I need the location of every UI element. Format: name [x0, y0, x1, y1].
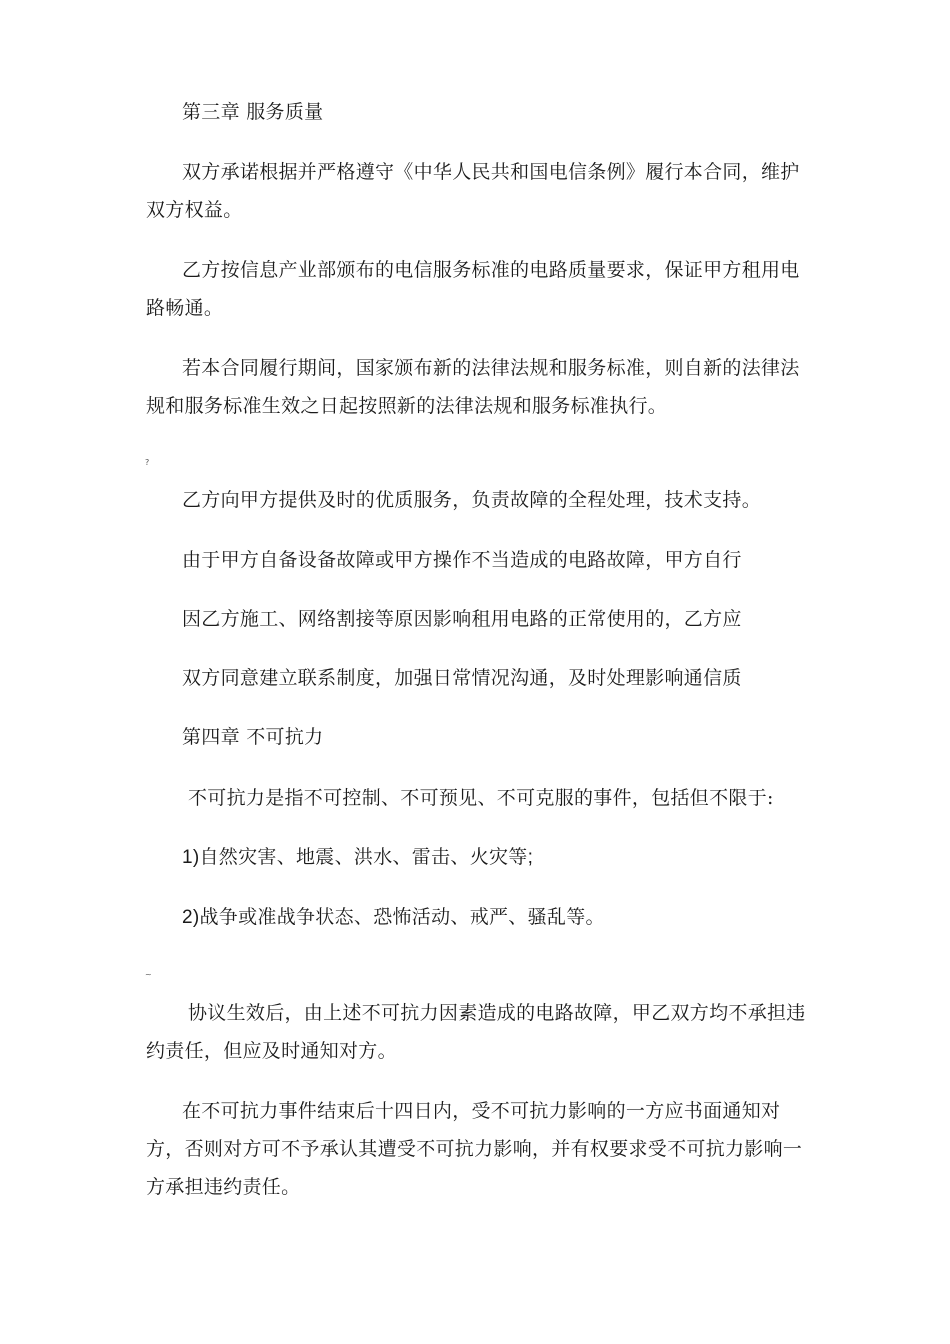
- paragraph-line: 乙方按信息产业部颁布的电信服务标准的电路质量要求，保证甲方租用电: [182, 259, 800, 281]
- paragraph-line: 双方权益。: [146, 199, 243, 221]
- list-item: 2)战争或准战争状态、恐怖活动、戒严、骚乱等。: [182, 907, 605, 928]
- paragraph-line: 因乙方施工、网络割接等原因影响租用电路的正常使用的，乙方应: [182, 608, 742, 630]
- paragraph-line: 路畅通。: [146, 297, 224, 319]
- stray-mark: ~: [145, 970, 152, 979]
- paragraph-line: 协议生效后，由上述不可抗力因素造成的电路故障，甲乙双方均不承担违: [188, 1002, 806, 1024]
- paragraph-line: 约责任，但应及时通知对方。: [146, 1040, 397, 1062]
- paragraph-line: 方承担违约责任。: [146, 1176, 301, 1198]
- paragraph-line: 双方同意建立联系制度，加强日常情况沟通，及时处理影响通信质: [182, 667, 742, 689]
- paragraph-line: 若本合同履行期间，国家颁布新的法律法规和服务标准，则自新的法律法: [182, 357, 800, 379]
- paragraph-line: 双方承诺根据并严格遵守《中华人民共和国电信条例》履行本合同，维护: [182, 161, 800, 183]
- list-item: 1)自然灾害、地震、洪水、雷击、火灾等;: [182, 847, 534, 868]
- chapter-3-heading: 第三章 服务质量: [182, 101, 324, 123]
- paragraph-line: 在不可抗力事件结束后十四日内，受不可抗力影响的一方应书面通知对: [182, 1100, 781, 1122]
- paragraph-line: 乙方向甲方提供及时的优质服务，负责故障的全程处理，技术支持。: [182, 489, 762, 511]
- chapter-4-heading: 第四章 不可抗力: [182, 726, 324, 748]
- paragraph-line: 由于甲方自备设备故障或甲方操作不当造成的电路故障，甲方自行: [182, 549, 742, 571]
- stray-mark: ?: [145, 458, 150, 467]
- paragraph-line: 规和服务标准生效之日起按照新的法律法规和服务标准执行。: [146, 395, 668, 417]
- paragraph-line: 方，否则对方可不予承认其遭受不可抗力影响，并有权要求受不可抗力影响一: [146, 1138, 803, 1160]
- paragraph-line: 不可抗力是指不可控制、不可预见、不可克服的事件，包括但不限于:: [188, 787, 774, 809]
